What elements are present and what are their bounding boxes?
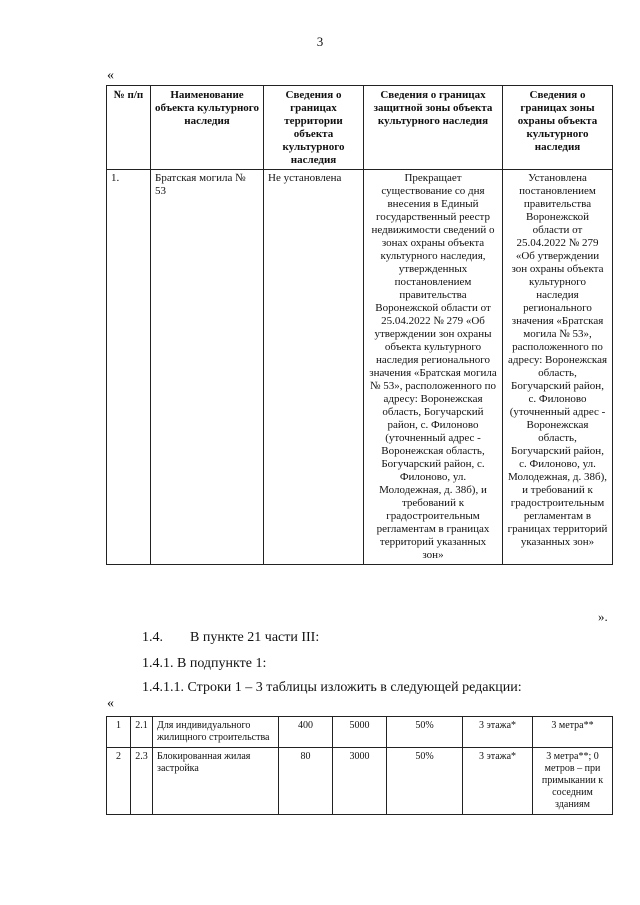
security-zone-cell: Установлена постановлением правительства Воронежской области от 25.04.2022 № 279 «Об утверждении зон охраны объекта культурного наследия регионального значения «Братская могила № 53», расположенного по адресу: Воронежская область, Богучарский район, с. Филоново (уточненный адрес - Воронежская область, Богучарский район, с. Филоново, ул. Молодежная, д. 38б), и требований к градостроительным регламентам в границах территорий указанных зон» xyxy=(503,170,613,565)
paragraph-number: 1.4. xyxy=(142,630,163,645)
paragraph-1-4-1: 1.4.1. В подпункте 1: xyxy=(142,656,267,671)
use-code: 2.1 xyxy=(131,717,153,748)
header-security-zone: Сведения о границах зоны охраны объекта культурного наследия xyxy=(503,86,613,170)
paragraph-1-4-1-1: 1.4.1.1. Строки 1 – 3 таблицы изложить в следующей редакции: xyxy=(142,680,522,695)
closing-quote-mark: ». xyxy=(598,609,608,624)
min-area: 400 xyxy=(279,717,333,748)
min-area: 80 xyxy=(279,748,333,815)
row-number: 1 xyxy=(107,717,131,748)
cultural-heritage-table xyxy=(106,85,613,565)
row-number: 2 xyxy=(107,748,131,815)
max-floors: 3 этажа* xyxy=(463,717,533,748)
use-name: Блокированная жилая застройка xyxy=(153,748,279,815)
object-name-cell: Братская могила № 53 xyxy=(151,170,264,565)
header-protective-zone: Сведения о границах защитной зоны объекта культурного наследия xyxy=(364,86,503,170)
header-territory-boundaries: Сведения о границах территории объекта культурного наследия xyxy=(264,86,364,170)
min-setback: 3 метра** xyxy=(533,717,613,748)
table-row xyxy=(107,748,613,815)
max-area: 3000 xyxy=(333,748,387,815)
max-area: 5000 xyxy=(333,717,387,748)
table-header-row xyxy=(107,86,613,170)
opening-quote-mark: « xyxy=(107,68,114,83)
row-number: 1. xyxy=(107,170,151,565)
table-row xyxy=(107,717,613,748)
opening-quote-mark-2: « xyxy=(107,696,114,711)
coverage-percent: 50% xyxy=(387,748,463,815)
max-floors: 3 этажа* xyxy=(463,748,533,815)
use-name: Для индивидуального жилищного строительства xyxy=(153,717,279,748)
page-number: 3 xyxy=(316,34,324,49)
land-use-table xyxy=(106,716,613,815)
paragraph-text: В пункте 21 части III: xyxy=(190,630,320,645)
coverage-percent: 50% xyxy=(387,717,463,748)
header-object-name: Наименование объекта культурного наследия xyxy=(151,86,264,170)
protective-zone-cell: Прекращает существование со дня внесения в Единый государственный реестр недвижимости сведений о зонах охраны объекта культурного наследия, утвержденных постановлением правительства Воронежской области от 25.04.2022 № 279 «Об утверждении зон охраны объекта культурного наследия регионального значения «Братская могила № 53», расположенного по адресу: Воронежская область, Богучарский район, с. Филоново (уточненный адрес - Воронежская область, Богучарский район, с. Филоново, ул. Молодежная, д. 38б), и требований к градостроительным регламентам в границах территорий указанных зон» xyxy=(364,170,503,565)
paragraph-1-4 xyxy=(142,630,319,646)
header-number: № п/п xyxy=(107,86,151,170)
territory-cell: Не установлена xyxy=(264,170,364,565)
use-code: 2.3 xyxy=(131,748,153,815)
table-row xyxy=(107,170,613,565)
min-setback: 3 метра**; 0 метров – при примыкании к соседним зданиям xyxy=(533,748,613,815)
